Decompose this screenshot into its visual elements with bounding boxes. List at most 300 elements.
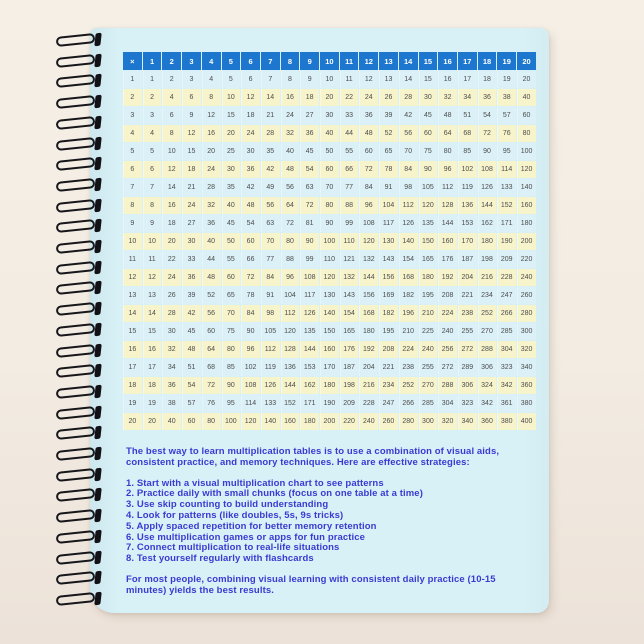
table-row [123,71,536,88]
column-header-cell: 13 [379,52,398,70]
column-header-cell: 11 [340,52,359,70]
product-cell: 208 [379,341,398,358]
product-cell: 140 [399,233,418,250]
product-cell: 60 [320,161,339,178]
product-cell: 108 [241,377,260,394]
spiral-loop [56,281,103,295]
product-cell: 400 [517,413,536,430]
product-cell: 143 [340,287,359,304]
product-cell: 28 [202,179,221,196]
product-cell: 198 [340,377,359,394]
product-cell: 120 [517,161,536,178]
product-cell: 6 [182,89,201,106]
product-cell: 200 [517,233,536,250]
product-cell: 15 [143,323,162,340]
product-cell: 210 [419,305,438,322]
product-cell: 380 [497,413,516,430]
product-cell: 12 [241,89,260,106]
product-cell: 24 [241,125,260,142]
product-cell: 110 [340,233,359,250]
product-cell: 66 [241,251,260,268]
row-header-cell: 11 [123,251,142,268]
product-cell: 56 [281,179,300,196]
product-cell: 162 [478,215,497,232]
product-cell: 120 [320,269,339,286]
product-cell: 80 [202,413,221,430]
product-cell: 360 [517,377,536,394]
product-cell: 54 [300,161,319,178]
spiral-loop [56,385,103,399]
product-cell: 190 [320,395,339,412]
table-row [123,215,536,232]
product-cell: 35 [222,179,241,196]
product-cell: 35 [261,143,280,160]
product-cell: 135 [419,215,438,232]
row-header-cell: 10 [123,233,142,250]
product-cell: 255 [458,323,477,340]
product-cell: 240 [359,413,378,430]
product-cell: 48 [438,107,457,124]
spiral-wire-ring-icon [56,95,96,109]
product-cell: 36 [359,107,378,124]
row-header-cell: 4 [123,125,142,142]
spiral-wire-pin-icon [94,509,101,523]
product-cell: 2 [143,89,162,106]
spiral-wire-pin-icon [94,592,101,606]
product-cell: 238 [458,305,477,322]
product-cell: 15 [419,71,438,88]
spiral-wire-ring-icon [56,74,96,88]
column-header-cell: 12 [359,52,378,70]
product-cell: 5 [143,143,162,160]
product-cell: 14 [162,179,181,196]
product-cell: 96 [241,341,260,358]
row-header-cell: 8 [123,197,142,214]
spiral-wire-pin-icon [94,447,101,461]
product-cell: 108 [359,215,378,232]
product-cell: 247 [497,287,516,304]
product-cell: 22 [162,251,181,268]
product-cell: 306 [458,377,477,394]
product-cell: 300 [517,323,536,340]
product-cell: 361 [497,395,516,412]
product-cell: 60 [241,233,260,250]
product-cell: 169 [379,287,398,304]
spiral-wire-pin-icon [94,157,101,171]
product-cell: 56 [399,125,418,142]
table-row [123,89,536,106]
row-header-cell: 14 [123,305,142,322]
product-cell: 252 [478,305,497,322]
product-cell: 100 [320,233,339,250]
spiral-loop [56,344,103,358]
product-cell: 247 [379,395,398,412]
product-cell: 120 [241,413,260,430]
product-cell: 162 [300,377,319,394]
table-row [123,323,536,340]
column-header-cell: 5 [222,52,241,70]
product-cell: 45 [419,107,438,124]
product-cell: 11 [143,251,162,268]
spiral-wire-ring-icon [56,447,96,461]
product-cell: 36 [182,269,201,286]
spiral-wire-ring-icon [56,302,96,316]
product-cell: 132 [359,251,378,268]
product-cell: 6 [162,107,181,124]
product-cell: 288 [438,377,457,394]
product-cell: 36 [202,215,221,232]
product-cell: 153 [458,215,477,232]
product-cell: 100 [222,413,241,430]
spiral-wire-ring-icon [56,426,96,440]
product-cell: 70 [261,233,280,250]
product-cell: 8 [281,71,300,88]
product-cell: 180 [419,269,438,286]
product-cell: 72 [202,377,221,394]
product-cell: 30 [162,323,181,340]
study-notes [126,447,528,597]
product-cell: 120 [359,233,378,250]
product-cell: 323 [497,359,516,376]
product-cell: 48 [241,197,260,214]
spiral-wire-pin-icon [94,116,101,130]
product-cell: 7 [143,179,162,196]
product-cell: 60 [182,413,201,430]
spiral-wire-pin-icon [94,240,101,254]
product-cell: 144 [438,215,457,232]
spiral-loop [56,364,103,378]
product-cell: 40 [320,125,339,142]
spiral-wire-ring-icon [56,116,96,130]
spiral-binding [56,33,108,605]
product-cell: 225 [419,323,438,340]
product-cell: 176 [340,341,359,358]
product-cell: 90 [320,215,339,232]
spiral-loop [56,571,103,585]
product-cell: 57 [182,395,201,412]
product-cell: 60 [419,125,438,142]
product-cell: 60 [202,323,221,340]
column-header-cell: 4 [202,52,221,70]
product-cell: 240 [438,323,457,340]
product-cell: 15 [222,107,241,124]
spiral-wire-ring-icon [56,157,96,171]
product-cell: 144 [359,269,378,286]
product-cell: 224 [438,305,457,322]
product-cell: 8 [143,197,162,214]
product-cell: 10 [162,143,181,160]
product-cell: 136 [281,359,300,376]
product-cell: 216 [359,377,378,394]
spiral-wire-pin-icon [94,219,101,233]
strategies-list [126,479,528,565]
product-cell: 117 [379,215,398,232]
product-cell: 10 [320,71,339,88]
product-cell: 68 [458,125,477,142]
product-cell: 182 [399,287,418,304]
table-row [123,251,536,268]
product-cell: 252 [399,377,418,394]
product-cell: 9 [182,107,201,124]
product-cell: 128 [281,341,300,358]
product-cell: 160 [438,233,457,250]
product-cell: 28 [162,305,181,322]
spiral-wire-ring-icon [56,219,96,233]
product-cell: 95 [222,395,241,412]
product-cell: 32 [281,125,300,142]
product-cell: 78 [379,161,398,178]
product-cell: 90 [419,161,438,178]
corner-header-cell: × [123,52,142,70]
product-cell: 180 [478,233,497,250]
product-cell: 260 [517,287,536,304]
column-header-cell: 7 [261,52,280,70]
product-cell: 96 [438,161,457,178]
spiral-wire-ring-icon [56,261,96,275]
product-cell: 140 [517,179,536,196]
product-cell: 126 [478,179,497,196]
product-cell: 91 [379,179,398,196]
column-header-cell: 14 [399,52,418,70]
product-cell: 68 [202,359,221,376]
table-row [123,359,536,376]
spiral-wire-ring-icon [56,385,96,399]
product-cell: 171 [497,215,516,232]
product-cell: 55 [340,143,359,160]
product-cell: 7 [261,71,280,88]
spiral-wire-pin-icon [94,426,101,440]
product-cell: 30 [182,233,201,250]
product-cell: 320 [438,413,457,430]
product-cell: 65 [379,143,398,160]
product-cell: 6 [143,161,162,178]
product-cell: 45 [182,323,201,340]
product-cell: 52 [202,287,221,304]
product-cell: 195 [419,287,438,304]
spiral-wire-pin-icon [94,571,101,585]
strategy-item: 4. Look for patterns (like doubles, 5s, 9s tricks) [126,509,344,521]
product-cell: 48 [182,341,201,358]
product-cell: 228 [497,269,516,286]
product-cell: 240 [517,269,536,286]
product-cell: 16 [143,341,162,358]
product-cell: 121 [340,251,359,268]
spiral-wire-pin-icon [94,343,101,357]
product-cell: 120 [281,323,300,340]
product-cell: 16 [438,71,457,88]
product-cell: 12 [359,71,378,88]
product-cell: 144 [300,341,319,358]
product-cell: 108 [300,269,319,286]
product-cell: 285 [419,395,438,412]
product-cell: 90 [222,377,241,394]
product-cell: 165 [340,323,359,340]
product-cell: 36 [300,125,319,142]
product-cell: 24 [281,107,300,124]
spiral-wire-ring-icon [56,33,96,47]
spiral-loop [56,468,103,482]
table-row [123,107,536,124]
column-header-cell: 20 [517,52,536,70]
product-cell: 66 [340,161,359,178]
spiral-wire-ring-icon [56,550,96,564]
product-cell: 280 [517,305,536,322]
product-cell: 182 [379,305,398,322]
row-header-cell: 16 [123,341,142,358]
product-cell: 360 [478,413,497,430]
product-cell: 39 [182,287,201,304]
table-header-row [123,52,536,70]
product-cell: 70 [399,143,418,160]
product-cell: 152 [281,395,300,412]
strategy-item: 3. Use skip counting to build understanding [126,499,329,511]
product-cell: 4 [143,125,162,142]
spiral-loop [56,551,103,565]
product-cell: 20 [320,89,339,106]
product-cell: 324 [478,377,497,394]
product-cell: 144 [281,377,300,394]
product-cell: 99 [340,215,359,232]
product-cell: 150 [320,323,339,340]
product-cell: 112 [399,197,418,214]
product-cell: 20 [222,125,241,142]
product-cell: 255 [419,359,438,376]
product-cell: 126 [399,215,418,232]
product-cell: 140 [261,413,280,430]
product-cell: 126 [300,305,319,322]
product-cell: 49 [261,179,280,196]
product-cell: 11 [340,71,359,88]
product-cell: 36 [162,377,181,394]
product-cell: 40 [281,143,300,160]
product-cell: 306 [478,359,497,376]
product-cell: 168 [359,305,378,322]
product-cell: 24 [202,161,221,178]
product-cell: 10 [143,233,162,250]
spiral-loop [56,530,103,544]
product-cell: 160 [517,197,536,214]
spiral-wire-pin-icon [94,260,101,274]
table-body [123,71,536,430]
spiral-wire-pin-icon [94,95,101,109]
product-cell: 187 [458,251,477,268]
product-cell: 70 [320,179,339,196]
product-cell: 114 [497,161,516,178]
product-cell: 216 [478,269,497,286]
spiral-wire-ring-icon [56,323,96,337]
table-row [123,395,536,412]
product-cell: 140 [320,305,339,322]
product-cell: 20 [202,143,221,160]
product-cell: 38 [162,395,181,412]
table-row [123,269,536,286]
product-cell: 13 [379,71,398,88]
product-cell: 160 [320,341,339,358]
product-cell: 192 [359,341,378,358]
product-cell: 256 [438,341,457,358]
spiral-loop [56,447,103,461]
product-cell: 130 [379,233,398,250]
product-cell: 17 [143,359,162,376]
product-cell: 34 [162,359,181,376]
product-cell: 100 [517,143,536,160]
spiral-loop [56,157,103,171]
product-cell: 180 [300,413,319,430]
product-cell: 32 [438,89,457,106]
product-cell: 120 [419,197,438,214]
spiral-wire-ring-icon [56,488,96,502]
spiral-loop [56,95,103,109]
product-cell: 34 [458,89,477,106]
product-cell: 64 [438,125,457,142]
row-header-cell: 12 [123,269,142,286]
product-cell: 135 [300,323,319,340]
multiplication-table [122,51,537,431]
spiral-loop [56,240,103,254]
product-cell: 14 [261,89,280,106]
product-cell: 8 [202,89,221,106]
product-cell: 12 [162,161,181,178]
product-cell: 40 [517,89,536,106]
product-cell: 19 [143,395,162,412]
product-cell: 42 [399,107,418,124]
spiral-wire-ring-icon [56,343,96,357]
product-cell: 24 [359,89,378,106]
product-cell: 32 [202,197,221,214]
row-header-cell: 7 [123,179,142,196]
product-cell: 126 [261,377,280,394]
spiral-loop [56,33,103,47]
product-cell: 90 [300,233,319,250]
product-cell: 210 [399,323,418,340]
product-cell: 51 [182,359,201,376]
product-cell: 56 [202,305,221,322]
product-cell: 108 [478,161,497,178]
product-cell: 152 [497,197,516,214]
product-cell: 26 [379,89,398,106]
product-cell: 180 [359,323,378,340]
product-cell: 4 [202,71,221,88]
product-cell: 60 [359,143,378,160]
product-cell: 90 [241,323,260,340]
product-cell: 14 [143,305,162,322]
spiral-wire-pin-icon [94,488,101,502]
table-row [123,305,536,322]
column-header-cell: 1 [143,52,162,70]
product-cell: 32 [162,341,181,358]
product-cell: 65 [222,287,241,304]
spiral-wire-pin-icon [94,302,101,316]
product-cell: 171 [300,395,319,412]
product-cell: 114 [241,395,260,412]
product-cell: 105 [261,323,280,340]
spiral-wire-pin-icon [94,74,101,88]
product-cell: 45 [300,143,319,160]
spiral-loop [56,54,103,68]
product-cell: 304 [438,395,457,412]
product-cell: 42 [241,179,260,196]
product-cell: 187 [340,359,359,376]
product-cell: 128 [438,197,457,214]
spiral-wire-ring-icon [56,178,96,192]
product-cell: 88 [281,251,300,268]
product-cell: 50 [320,143,339,160]
product-cell: 238 [399,359,418,376]
product-cell: 342 [497,377,516,394]
spiral-wire-pin-icon [94,33,101,47]
product-cell: 84 [399,161,418,178]
spiral-wire-ring-icon [56,281,96,295]
